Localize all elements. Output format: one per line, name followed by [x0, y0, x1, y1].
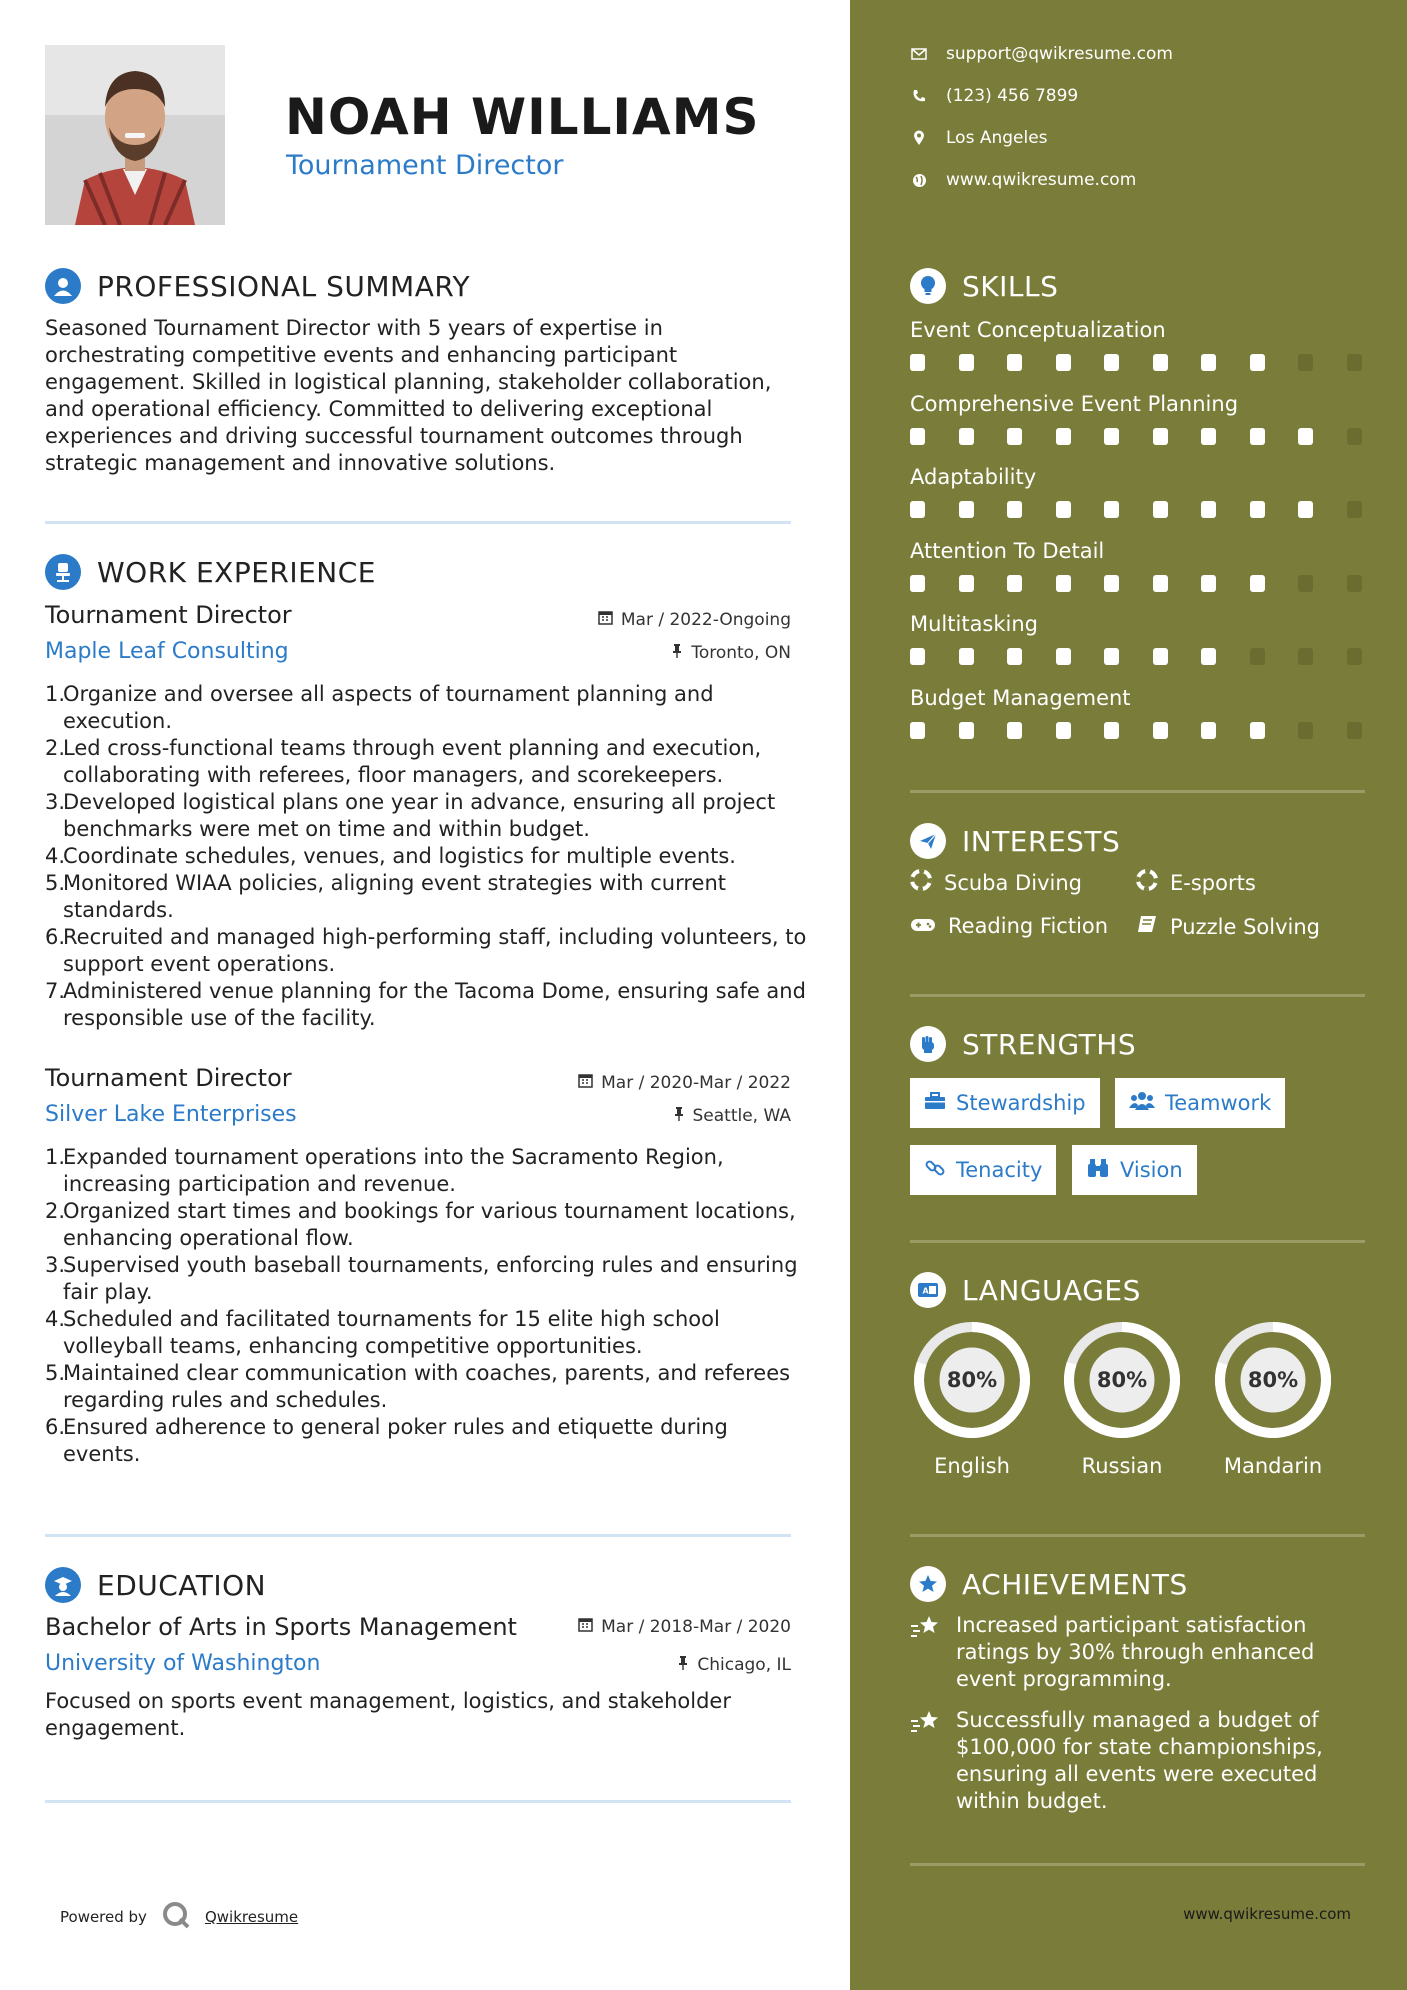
rating-dot-filled [1153, 648, 1168, 665]
rating-dot-filled [1250, 428, 1265, 445]
rating-dot-filled [1201, 722, 1216, 739]
summary-heading [45, 268, 470, 304]
shooting-star-icon [910, 1707, 942, 1815]
rating-dot-filled [910, 428, 925, 445]
strength-tag: Teamwork [1115, 1078, 1285, 1128]
skill-rating [910, 428, 1395, 445]
rating-dot-filled [1298, 428, 1313, 445]
interest-item: Reading Fiction [910, 914, 1108, 938]
skill-name: Event Conceptualization [910, 318, 1166, 342]
job-bullets [45, 681, 807, 1032]
section-divider [910, 1863, 1365, 1866]
work-title: WORK EXPERIENCE [97, 555, 376, 589]
section-divider [910, 790, 1365, 793]
rating-dot-filled [1007, 722, 1022, 739]
briefcase-icon [924, 1091, 946, 1115]
powered-by [60, 1900, 298, 1934]
contact-email[interactable]: support@qwikresume.com [910, 44, 1173, 64]
work-heading [45, 554, 376, 590]
education-dates [578, 1617, 791, 1637]
rating-dot-filled [1153, 722, 1168, 739]
powered-by-label: Powered by [60, 1908, 147, 1926]
list-item: 6. Ensured adherence to general poker rules and etiquette during events. [45, 1415, 728, 1466]
rating-dot-empty [1298, 354, 1313, 371]
job-dates-text: Mar / 2020-Mar / 2022 [601, 1073, 791, 1093]
rating-dot-filled [1007, 501, 1022, 518]
rating-dot-filled [1153, 428, 1168, 445]
degree: Bachelor of Arts in Sports Management [45, 1613, 517, 1641]
list-item: 5. Monitored WIAA policies, aligning event strategies with current standards. [45, 871, 727, 922]
pin-icon [673, 1106, 685, 1126]
footer-website[interactable]: www.qwikresume.com [1183, 1905, 1351, 1923]
rating-dot-empty [1347, 575, 1362, 592]
interests-title: INTERESTS [962, 824, 1121, 858]
rating-dot-filled [959, 501, 974, 518]
rating-dot-filled [1007, 428, 1022, 445]
section-divider [910, 1534, 1365, 1537]
language-name: Mandarin [1223, 1454, 1323, 1478]
strength-tag: Stewardship [910, 1078, 1100, 1128]
rating-dot-filled [1104, 575, 1119, 592]
job-location-text: Toronto, ON [691, 643, 791, 663]
interest-item: E-sports [1136, 869, 1256, 896]
strength-tag: Tenacity [910, 1145, 1056, 1195]
rating-dot-filled [1201, 575, 1216, 592]
interest-item: Scuba Diving [910, 869, 1082, 896]
skill-rating [910, 648, 1395, 665]
user-icon [45, 268, 81, 304]
rating-dot-filled [910, 722, 925, 739]
list-item: 5. Maintained clear communication with coaches, parents, and referees regarding rules and schedules. [45, 1361, 791, 1412]
section-divider [45, 1800, 791, 1803]
rating-dot-filled [910, 354, 925, 371]
rating-dot-empty [1347, 722, 1362, 739]
rating-dot-filled [1056, 428, 1071, 445]
profile-photo [45, 45, 225, 225]
languages-title: LANGUAGES [962, 1273, 1141, 1307]
strengths-title: STRENGTHS [962, 1027, 1137, 1061]
rating-dot-filled [910, 648, 925, 665]
achievement-item: Successfully managed a budget of $100,000 for state championships, ensuring all events were executed within budget. [910, 1707, 1350, 1815]
skill-name: Multitasking [910, 612, 1039, 636]
rating-dot-filled [1104, 722, 1119, 739]
rating-dot-empty [1347, 648, 1362, 665]
list-item: 4. Scheduled and facilitated tournaments for 15 elite high school volleyball teams, enhancing competitive opportunities. [45, 1307, 720, 1358]
section-divider [45, 521, 791, 524]
rating-dot-filled [1250, 722, 1265, 739]
achievements-title: ACHIEVEMENTS [962, 1567, 1188, 1601]
qwikresume-logo-icon [161, 1900, 191, 1934]
strength-tag: Vision [1072, 1145, 1197, 1195]
job-dates [578, 1073, 791, 1093]
list-item: 2. Organized start times and bookings for various tournament locations, enhancing operational flow. [45, 1199, 796, 1250]
calendar-icon [578, 1617, 593, 1637]
calendar-icon [578, 1073, 593, 1093]
rating-dot-filled [959, 575, 974, 592]
rating-dot-filled [1007, 575, 1022, 592]
skills-title: SKILLS [962, 269, 1059, 303]
achievements-heading [910, 1566, 1188, 1602]
job-company: Maple Leaf Consulting [45, 639, 289, 664]
list-item: 3. Developed logistical plans one year in advance, ensuring all project benchmarks were met on time and within budget. [45, 790, 776, 841]
fist-icon [910, 1026, 946, 1062]
phone-icon [910, 89, 928, 103]
interests-heading [910, 823, 1120, 859]
list-item: 7. Administered venue planning for the Tacoma Dome, ensuring safe and responsible use of the facility. [45, 979, 806, 1030]
pin-icon [671, 643, 683, 663]
map-pin-icon [910, 130, 928, 146]
rating-dot-filled [1104, 501, 1119, 518]
sidebar [850, 0, 1407, 1990]
summary-text: Seasoned Tournament Director with 5 years of expertise in orchestrating competitive events and enhancing participant engagement. Skilled in logistical planning, stakeholder collaboration, and operational efficiency. Committed to delivering exceptional experiences and driving successful tournament outcomes through strategic management and innovative solutions. [45, 316, 772, 475]
rating-dot-empty [1347, 354, 1362, 371]
education-dates-text: Mar / 2018-Mar / 2020 [601, 1617, 791, 1637]
language-name: Russian [1081, 1454, 1163, 1478]
book-icon [1136, 914, 1158, 939]
rating-dot-filled [1056, 501, 1071, 518]
list-item: 2. Led cross-functional teams through event planning and execution, collaborating with referees, floor managers, and scorekeepers. [45, 736, 762, 787]
users-icon [1129, 1091, 1155, 1116]
skills-heading [910, 268, 1058, 304]
rating-dot-filled [910, 501, 925, 518]
chair-icon [45, 554, 81, 590]
skill-rating [910, 575, 1395, 592]
rating-dot-filled [1056, 575, 1071, 592]
rating-dot-filled [1201, 354, 1216, 371]
education-heading [45, 1567, 266, 1603]
skill-rating [910, 354, 1395, 371]
paper-plane-icon [910, 823, 946, 859]
section-divider [45, 1534, 791, 1537]
language-icon [910, 1272, 946, 1308]
qwikresume-link[interactable]: Qwikresume [204, 1908, 299, 1926]
education-location [677, 1655, 791, 1675]
graduate-icon [45, 1567, 81, 1603]
rating-dot-filled [1153, 575, 1168, 592]
job-location [673, 1106, 792, 1126]
job-company: Silver Lake Enterprises [45, 1102, 297, 1127]
job-title: Tournament Director [45, 1064, 292, 1092]
language-percent: 80% [1096, 1368, 1148, 1392]
rating-dot-filled [1056, 722, 1071, 739]
list-item: 4. Coordinate schedules, venues, and logistics for multiple events. [45, 844, 736, 868]
job-bullets [45, 1144, 805, 1468]
job-dates [598, 610, 791, 630]
rating-dot-filled [959, 428, 974, 445]
rating-dot-filled [1250, 575, 1265, 592]
rating-dot-filled [1007, 354, 1022, 371]
rating-dot-filled [1104, 648, 1119, 665]
languages-heading [910, 1272, 1141, 1308]
rating-dot-filled [1153, 354, 1168, 371]
rating-dot-empty [1298, 648, 1313, 665]
section-divider [910, 994, 1365, 997]
pin-icon [677, 1655, 689, 1675]
language-percent: 80% [946, 1368, 998, 1392]
svg-text:A: A [922, 1286, 929, 1296]
calendar-icon [598, 610, 613, 630]
rating-dot-filled [959, 722, 974, 739]
section-divider [910, 1240, 1365, 1243]
contact-location: Los Angeles [910, 128, 1048, 148]
skill-rating [910, 722, 1395, 739]
skill-name: Comprehensive Event Planning [910, 391, 1239, 416]
rating-dot-filled [1153, 501, 1168, 518]
rating-dot-empty [1347, 501, 1362, 518]
candidate-name: NOAH WILLIAMS [285, 88, 760, 146]
shooting-star-icon [910, 1612, 942, 1693]
school: University of Washington [45, 1651, 321, 1676]
list-item: 1. Organize and oversee all aspects of tournament planning and execution. [45, 682, 714, 733]
job-dates-text: Mar / 2022-Ongoing [620, 610, 791, 630]
rating-dot-filled [1056, 354, 1071, 371]
rating-dot-empty [1347, 428, 1362, 445]
rating-dot-filled [959, 354, 974, 371]
rating-dot-filled [1250, 501, 1265, 518]
rating-dot-empty [1298, 575, 1313, 592]
job-title: Tournament Director [45, 601, 292, 629]
rating-dot-empty [1298, 722, 1313, 739]
education-location-text: Chicago, IL [697, 1655, 791, 1675]
strengths-heading [910, 1026, 1136, 1062]
interest-item: Puzzle Solving [1136, 914, 1320, 939]
rating-dot-filled [1201, 648, 1216, 665]
language-item [1211, 1318, 1335, 1478]
job-location [671, 643, 791, 663]
language-gauge [1060, 1318, 1184, 1442]
contact-website[interactable]: www.qwikresume.com [910, 170, 1136, 190]
language-gauge [910, 1318, 1034, 1442]
gamepad-icon [910, 914, 936, 938]
envelope-icon [910, 48, 928, 60]
rating-dot-filled [1201, 501, 1216, 518]
language-item [1060, 1318, 1184, 1478]
language-gauge [1211, 1318, 1335, 1442]
rating-dot-filled [1104, 428, 1119, 445]
achievement-item: Increased participant satisfaction ratings by 30% through enhanced event programming. [910, 1612, 1350, 1693]
rating-dot-filled [1056, 648, 1071, 665]
language-percent: 80% [1247, 1368, 1299, 1392]
candidate-title: Tournament Director [286, 150, 564, 181]
rating-dot-empty [1250, 648, 1265, 665]
lightbulb-icon [910, 268, 946, 304]
skill-rating [910, 501, 1395, 518]
rating-dot-filled [1298, 501, 1313, 518]
rating-dot-filled [1007, 648, 1022, 665]
rating-dot-filled [1201, 428, 1216, 445]
skill-name: Attention To Detail [910, 538, 1105, 563]
life-ring-icon [910, 869, 932, 896]
rating-dot-filled [959, 648, 974, 665]
language-item [910, 1318, 1034, 1478]
list-item: 3. Supervised youth baseball tournaments, enforcing rules and ensuring fair play. [45, 1253, 798, 1304]
job-location-text: Seattle, WA [692, 1106, 791, 1126]
contact-phone[interactable]: (123) 456 7899 [910, 86, 1078, 106]
skill-name: Adaptability [910, 465, 1037, 489]
link-icon [924, 1157, 946, 1184]
skill-name: Budget Management [910, 685, 1131, 710]
rating-dot-filled [1104, 354, 1119, 371]
education-title: EDUCATION [97, 1568, 267, 1602]
life-ring-icon [1136, 869, 1158, 896]
language-name: English [934, 1454, 1010, 1478]
rating-dot-filled [910, 575, 925, 592]
rating-dot-filled [1250, 354, 1265, 371]
globe-icon [910, 173, 928, 188]
education-description: Focused on sports event management, logistics, and stakeholder engagement. [45, 1689, 731, 1740]
list-item: 6. Recruited and managed high-performing staff, including volunteers, to support event operations. [45, 925, 807, 976]
list-item: 1. Expanded tournament operations into the Sacramento Region, increasing participation and revenue. [45, 1145, 724, 1196]
star-badge-icon [910, 1566, 946, 1602]
summary-title: PROFESSIONAL SUMMARY [97, 269, 471, 303]
binoculars-icon [1086, 1158, 1110, 1183]
